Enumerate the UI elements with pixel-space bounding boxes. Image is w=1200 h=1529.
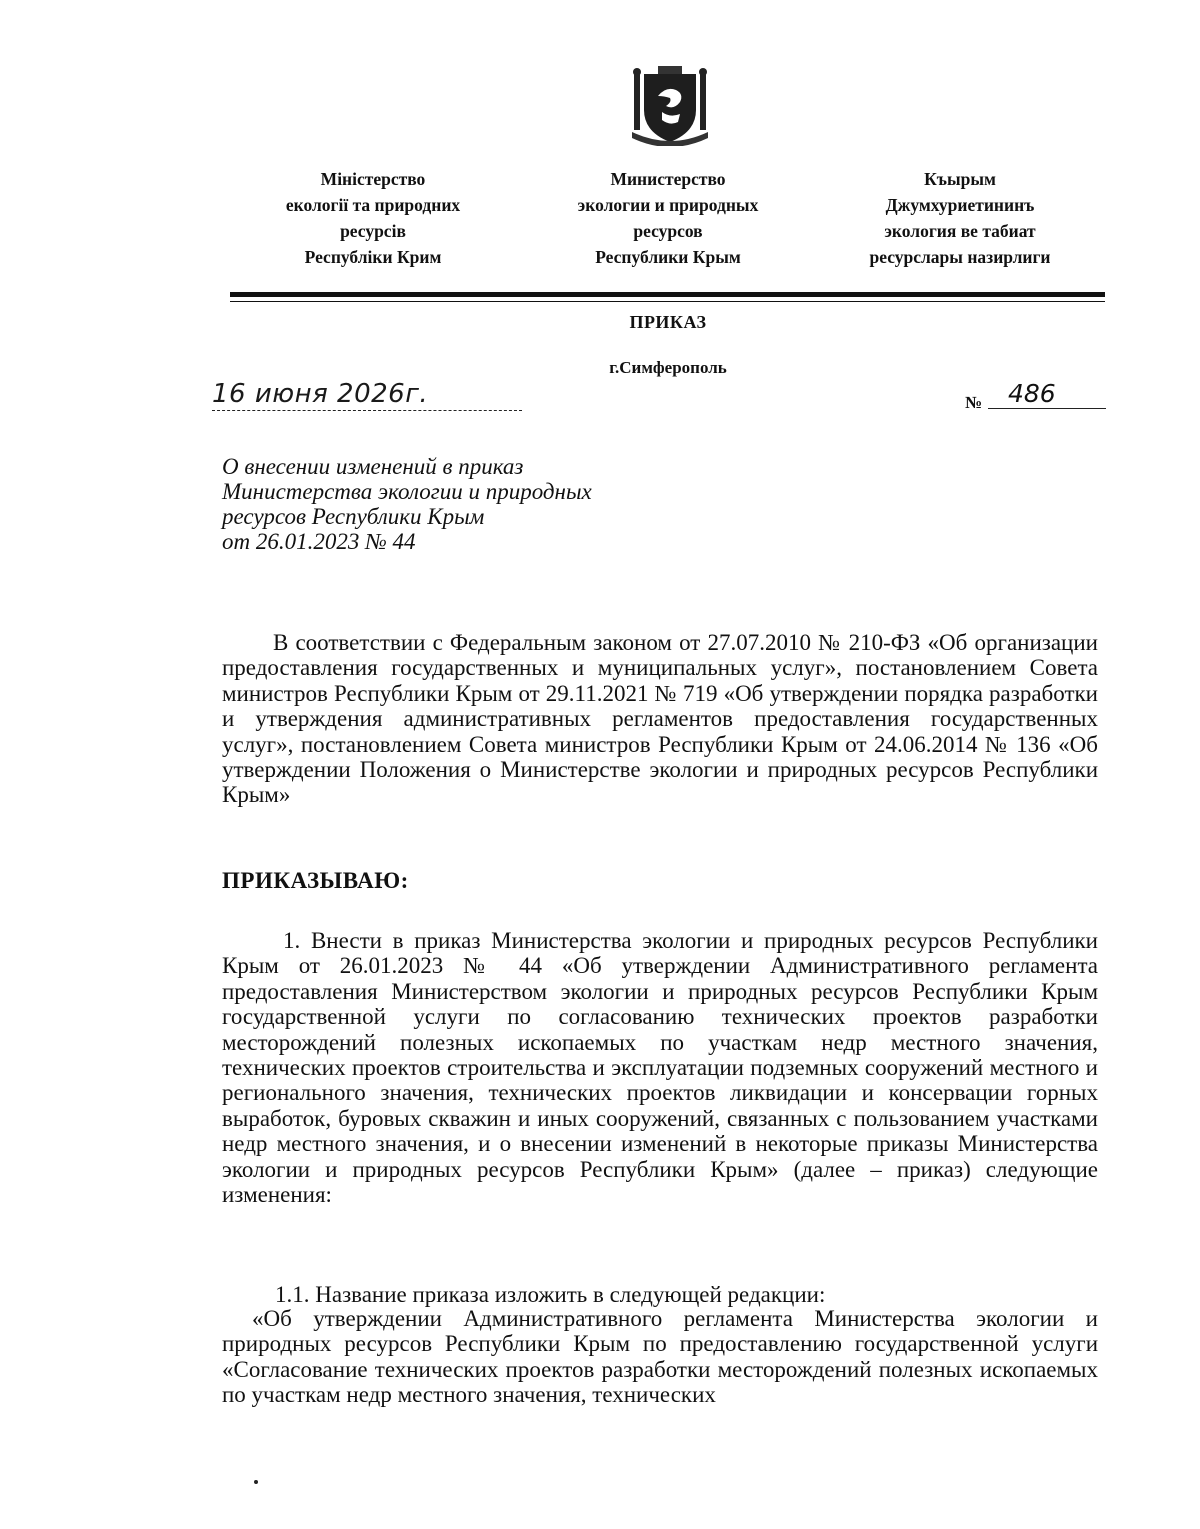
ministry-name-russian: Министерство экологии и природных ресурсов Республики Крым xyxy=(577,169,759,267)
order-item-1-1-text: «Об утверждении Административного регламента Министерства экологии и природных ресурсов Республики Крым по предоставлению государственной услуги «Согласование технических проектов разработки месторождений полезных ископаемых по участкам недр местного значения, технических xyxy=(222,1306,1098,1408)
header-rule-thick xyxy=(230,292,1105,297)
ministry-name-ukrainian: Міністерство екології та природних ресурсів Республіки Крим xyxy=(285,169,461,267)
number-label: № xyxy=(965,393,983,412)
crimea-coat-of-arms-emblem xyxy=(628,66,712,146)
document-city: г.Симферополь xyxy=(609,358,727,377)
handwritten-date: 16 июня 2026г. xyxy=(212,379,522,411)
scan-speck xyxy=(254,1480,258,1484)
order-word-heading: ПРИКАЗЫВАЮ: xyxy=(222,868,409,893)
preamble-paragraph: В соответствии с Федеральным законом от 27.07.2010 № 210-ФЗ «Об организации предоставления государственных и муниципальных услуг», постановлением Совета министров Республики Крым от 29.11.2021 № 719 «Об утверждении порядка разработки и утверждения административных регламентов предоставления государственных услуг», постановлением Совета министров Республики Крым от 24.06.2014 № 136 «Об утверждении Положения о Министерстве экологии и природных ресурсов Республики Крым» xyxy=(222,630,1098,808)
order-subject: О внесении изменений в приказ Министерства экологии и природных ресурсов Республики Крым от 26.01.2023 № 44 xyxy=(222,454,592,554)
order-item-1: 1. Внести в приказ Министерства экологии и природных ресурсов Республики Крым от 26.01.2023 № 44 «Об утверждении Административного регламента предоставления Министерством экологии и природных ресурсов Республики Крым государственной услуги по согласованию технических проектов разработки месторождений полезных ископаемых по участкам недр местного значения, технических проектов строительства и эксплуатации подземных сооружений местного и регионального значения, технических проектов ликвидации и консервации горных выработок, буровых скважин и иных сооружений, связанных с пользованием участками недр местного значения, и о внесении изменений в некоторые приказы Министерства экологии и природных ресурсов Республики Крым» (далее – приказ) следующие изменения: xyxy=(222,928,1098,1208)
document-type-title: ПРИКАЗ xyxy=(629,312,707,332)
ministry-name-crimean-tatar: Къырым Джумхуриетининъ экология ве табиат ресурслары назирлиги xyxy=(869,169,1051,267)
handwritten-order-number: 486 xyxy=(988,379,1106,409)
header-rule-thin xyxy=(230,301,1105,302)
order-item-1-1: 1.1. Название приказа изложить в следующей редакции: xyxy=(275,1282,826,1307)
